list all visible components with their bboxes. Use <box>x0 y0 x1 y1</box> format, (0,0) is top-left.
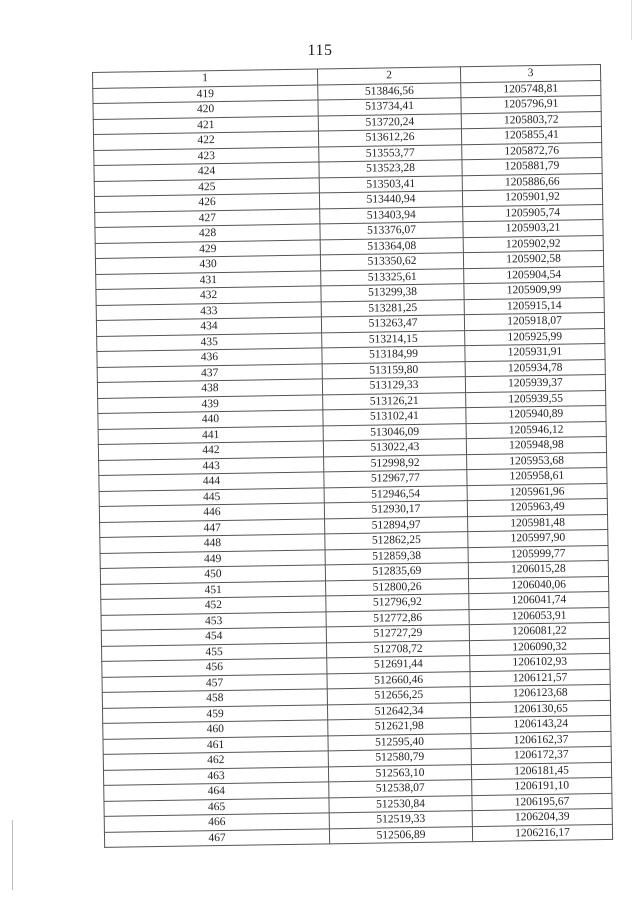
x-coordinate-cell: 513440,94 <box>319 191 462 209</box>
y-coordinate-cell: 1206102,93 <box>470 653 610 671</box>
point-number-cell: 430 <box>95 255 320 274</box>
y-coordinate-cell: 1205939,37 <box>465 374 605 392</box>
y-coordinate-cell: 1206191,10 <box>472 777 612 795</box>
x-coordinate-cell: 513846,56 <box>318 82 461 100</box>
y-coordinate-cell: 1205915,14 <box>464 297 604 315</box>
point-number-cell: 434 <box>96 317 321 336</box>
point-number-cell: 462 <box>103 751 328 770</box>
point-number-cell: 440 <box>98 410 323 429</box>
point-number-cell: 452 <box>101 596 326 615</box>
x-coordinate-cell: 512642,34 <box>327 702 470 720</box>
y-coordinate-cell: 1205902,58 <box>463 250 603 268</box>
x-coordinate-cell: 512519,33 <box>329 811 472 829</box>
point-number-cell: 461 <box>103 735 328 754</box>
y-coordinate-cell: 1205939,55 <box>466 390 606 408</box>
column-header-1: 1 <box>93 69 318 88</box>
x-coordinate-cell: 512660,46 <box>327 671 470 689</box>
coordinates-table <box>92 64 613 848</box>
x-coordinate-cell: 513403,94 <box>320 206 463 224</box>
point-number-cell: 450 <box>100 565 325 584</box>
x-coordinate-cell: 513281,25 <box>321 299 464 317</box>
x-coordinate-cell: 513126,21 <box>323 392 466 410</box>
x-coordinate-cell: 512998,92 <box>324 454 467 472</box>
x-coordinate-cell: 512930,17 <box>324 501 467 519</box>
x-coordinate-cell: 513102,41 <box>323 408 466 426</box>
point-number-cell: 456 <box>102 658 327 677</box>
x-coordinate-cell: 513364,08 <box>320 237 463 255</box>
point-number-cell: 446 <box>99 503 324 522</box>
x-coordinate-cell: 512967,77 <box>324 470 467 488</box>
y-coordinate-cell: 1205981,48 <box>468 514 608 532</box>
y-coordinate-cell: 1205946,12 <box>466 421 606 439</box>
x-coordinate-cell: 512506,89 <box>329 826 472 844</box>
y-coordinate-cell: 1205796,91 <box>461 96 601 114</box>
x-coordinate-cell: 513325,61 <box>321 268 464 286</box>
x-coordinate-cell: 512595,40 <box>328 733 471 751</box>
x-coordinate-cell: 513022,43 <box>323 439 466 457</box>
point-number-cell: 420 <box>93 100 318 119</box>
y-coordinate-cell: 1205909,99 <box>464 281 604 299</box>
x-coordinate-cell: 512563,10 <box>328 764 471 782</box>
y-coordinate-cell: 1205901,92 <box>462 188 602 206</box>
y-coordinate-cell: 1205881,79 <box>462 158 602 176</box>
point-number-cell: 463 <box>103 766 328 785</box>
y-coordinate-cell: 1205803,72 <box>461 111 601 129</box>
x-coordinate-cell: 512727,29 <box>326 625 469 643</box>
y-coordinate-cell: 1205999,77 <box>468 545 608 563</box>
y-coordinate-cell: 1205934,78 <box>465 359 605 377</box>
point-number-cell: 419 <box>93 84 318 103</box>
y-coordinate-cell: 1205902,92 <box>463 235 603 253</box>
y-coordinate-cell: 1205918,07 <box>464 312 604 330</box>
x-coordinate-cell: 512530,84 <box>329 795 472 813</box>
point-number-cell: 436 <box>97 348 322 367</box>
point-number-cell: 427 <box>95 208 320 227</box>
y-coordinate-cell: 1206195,67 <box>472 793 612 811</box>
y-coordinate-cell: 1205953,68 <box>467 452 607 470</box>
point-number-cell: 455 <box>102 642 327 661</box>
scan-edge-mark <box>12 820 13 890</box>
x-coordinate-cell: 512538,07 <box>329 780 472 798</box>
y-coordinate-cell: 1206143,24 <box>471 715 611 733</box>
y-coordinate-cell: 1205958,61 <box>467 467 607 485</box>
x-coordinate-cell: 513263,47 <box>321 315 464 333</box>
x-coordinate-cell: 513734,41 <box>318 98 461 116</box>
point-number-cell: 435 <box>97 332 322 351</box>
x-coordinate-cell: 513720,24 <box>318 113 461 131</box>
x-coordinate-cell: 512691,44 <box>327 656 470 674</box>
y-coordinate-cell: 1205961,96 <box>467 483 607 501</box>
y-coordinate-cell: 1206216,17 <box>472 824 612 842</box>
point-number-cell: 459 <box>102 704 327 723</box>
y-coordinate-cell: 1206123,68 <box>470 684 610 702</box>
y-coordinate-cell: 1206204,39 <box>472 808 612 826</box>
y-coordinate-cell: 1206090,32 <box>469 638 609 656</box>
x-coordinate-cell: 513553,77 <box>319 144 462 162</box>
x-coordinate-cell: 512796,92 <box>326 594 469 612</box>
y-coordinate-cell: 1205886,66 <box>462 173 602 191</box>
point-number-cell: 444 <box>99 472 324 491</box>
coordinates-table-container <box>92 65 570 848</box>
x-coordinate-cell: 513612,26 <box>318 129 461 147</box>
point-number-cell: 423 <box>94 146 319 165</box>
point-number-cell: 438 <box>97 379 322 398</box>
point-number-cell: 432 <box>96 286 321 305</box>
y-coordinate-cell: 1205872,76 <box>462 142 602 160</box>
point-number-cell: 457 <box>102 673 327 692</box>
y-coordinate-cell: 1205904,54 <box>464 266 604 284</box>
x-coordinate-cell: 513523,28 <box>319 160 462 178</box>
x-coordinate-cell: 513159,80 <box>322 361 465 379</box>
x-coordinate-cell: 512946,54 <box>324 485 467 503</box>
column-header-2: 2 <box>317 67 460 85</box>
y-coordinate-cell: 1206053,91 <box>469 607 609 625</box>
point-number-cell: 447 <box>100 518 325 537</box>
point-number-cell: 466 <box>104 813 329 832</box>
point-number-cell: 437 <box>97 363 322 382</box>
point-number-cell: 425 <box>94 177 319 196</box>
column-header-3: 3 <box>460 65 600 83</box>
point-number-cell: 454 <box>101 627 326 646</box>
x-coordinate-cell: 512708,72 <box>326 640 469 658</box>
point-number-cell: 424 <box>94 162 319 181</box>
x-coordinate-cell: 512772,86 <box>326 609 469 627</box>
x-coordinate-cell: 513503,41 <box>319 175 462 193</box>
x-coordinate-cell: 512835,69 <box>325 563 468 581</box>
point-number-cell: 421 <box>93 115 318 134</box>
page-number: 115 <box>307 42 333 59</box>
point-number-cell: 445 <box>99 487 324 506</box>
x-coordinate-cell: 512656,25 <box>327 687 470 705</box>
y-coordinate-cell: 1206172,37 <box>471 746 611 764</box>
point-number-cell: 464 <box>104 782 329 801</box>
y-coordinate-cell: 1205931,91 <box>465 343 605 361</box>
point-number-cell: 453 <box>101 611 326 630</box>
y-coordinate-cell: 1206040,06 <box>468 576 608 594</box>
y-coordinate-cell: 1206081,22 <box>469 622 609 640</box>
x-coordinate-cell: 512800,26 <box>326 578 469 596</box>
point-number-cell: 448 <box>100 534 325 553</box>
point-number-cell: 449 <box>100 549 325 568</box>
point-number-cell: 443 <box>99 456 324 475</box>
y-coordinate-cell: 1205997,90 <box>468 529 608 547</box>
y-coordinate-cell: 1205905,74 <box>463 204 603 222</box>
point-number-cell: 467 <box>104 828 329 847</box>
x-coordinate-cell: 513184,99 <box>322 346 465 364</box>
point-number-cell: 442 <box>98 441 323 460</box>
y-coordinate-cell: 1206015,28 <box>468 560 608 578</box>
x-coordinate-cell: 513214,15 <box>322 330 465 348</box>
y-coordinate-cell: 1206041,74 <box>469 591 609 609</box>
x-coordinate-cell: 513350,62 <box>320 253 463 271</box>
x-coordinate-cell: 512580,79 <box>328 749 471 767</box>
y-coordinate-cell: 1205940,89 <box>466 405 606 423</box>
x-coordinate-cell: 513376,07 <box>320 222 463 240</box>
y-coordinate-cell: 1206130,65 <box>470 700 610 718</box>
y-coordinate-cell: 1205748,81 <box>461 80 601 98</box>
point-number-cell: 426 <box>94 193 319 212</box>
x-coordinate-cell: 512862,25 <box>325 532 468 550</box>
point-number-cell: 422 <box>93 131 318 150</box>
y-coordinate-cell: 1205925,99 <box>465 328 605 346</box>
x-coordinate-cell: 512621,98 <box>328 718 471 736</box>
point-number-cell: 433 <box>96 301 321 320</box>
point-number-cell: 439 <box>98 394 323 413</box>
point-number-cell: 429 <box>95 239 320 258</box>
x-coordinate-cell: 512859,38 <box>325 547 468 565</box>
point-number-cell: 428 <box>95 224 320 243</box>
y-coordinate-cell: 1205948,98 <box>466 436 606 454</box>
y-coordinate-cell: 1205903,21 <box>463 219 603 237</box>
y-coordinate-cell: 1206162,37 <box>471 731 611 749</box>
point-number-cell: 451 <box>101 580 326 599</box>
x-coordinate-cell: 512894,97 <box>325 516 468 534</box>
point-number-cell: 441 <box>98 425 323 444</box>
x-coordinate-cell: 513046,09 <box>323 423 466 441</box>
point-number-cell: 431 <box>96 270 321 289</box>
scan-edge-mark-top <box>631 0 632 40</box>
x-coordinate-cell: 513299,38 <box>321 284 464 302</box>
table-body <box>93 80 613 847</box>
y-coordinate-cell: 1205855,41 <box>461 127 601 145</box>
y-coordinate-cell: 1205963,49 <box>467 498 607 516</box>
y-coordinate-cell: 1206121,57 <box>470 669 610 687</box>
x-coordinate-cell: 513129,33 <box>322 377 465 395</box>
point-number-cell: 460 <box>103 720 328 739</box>
y-coordinate-cell: 1206181,45 <box>471 762 611 780</box>
point-number-cell: 465 <box>104 797 329 816</box>
point-number-cell: 458 <box>102 689 327 708</box>
